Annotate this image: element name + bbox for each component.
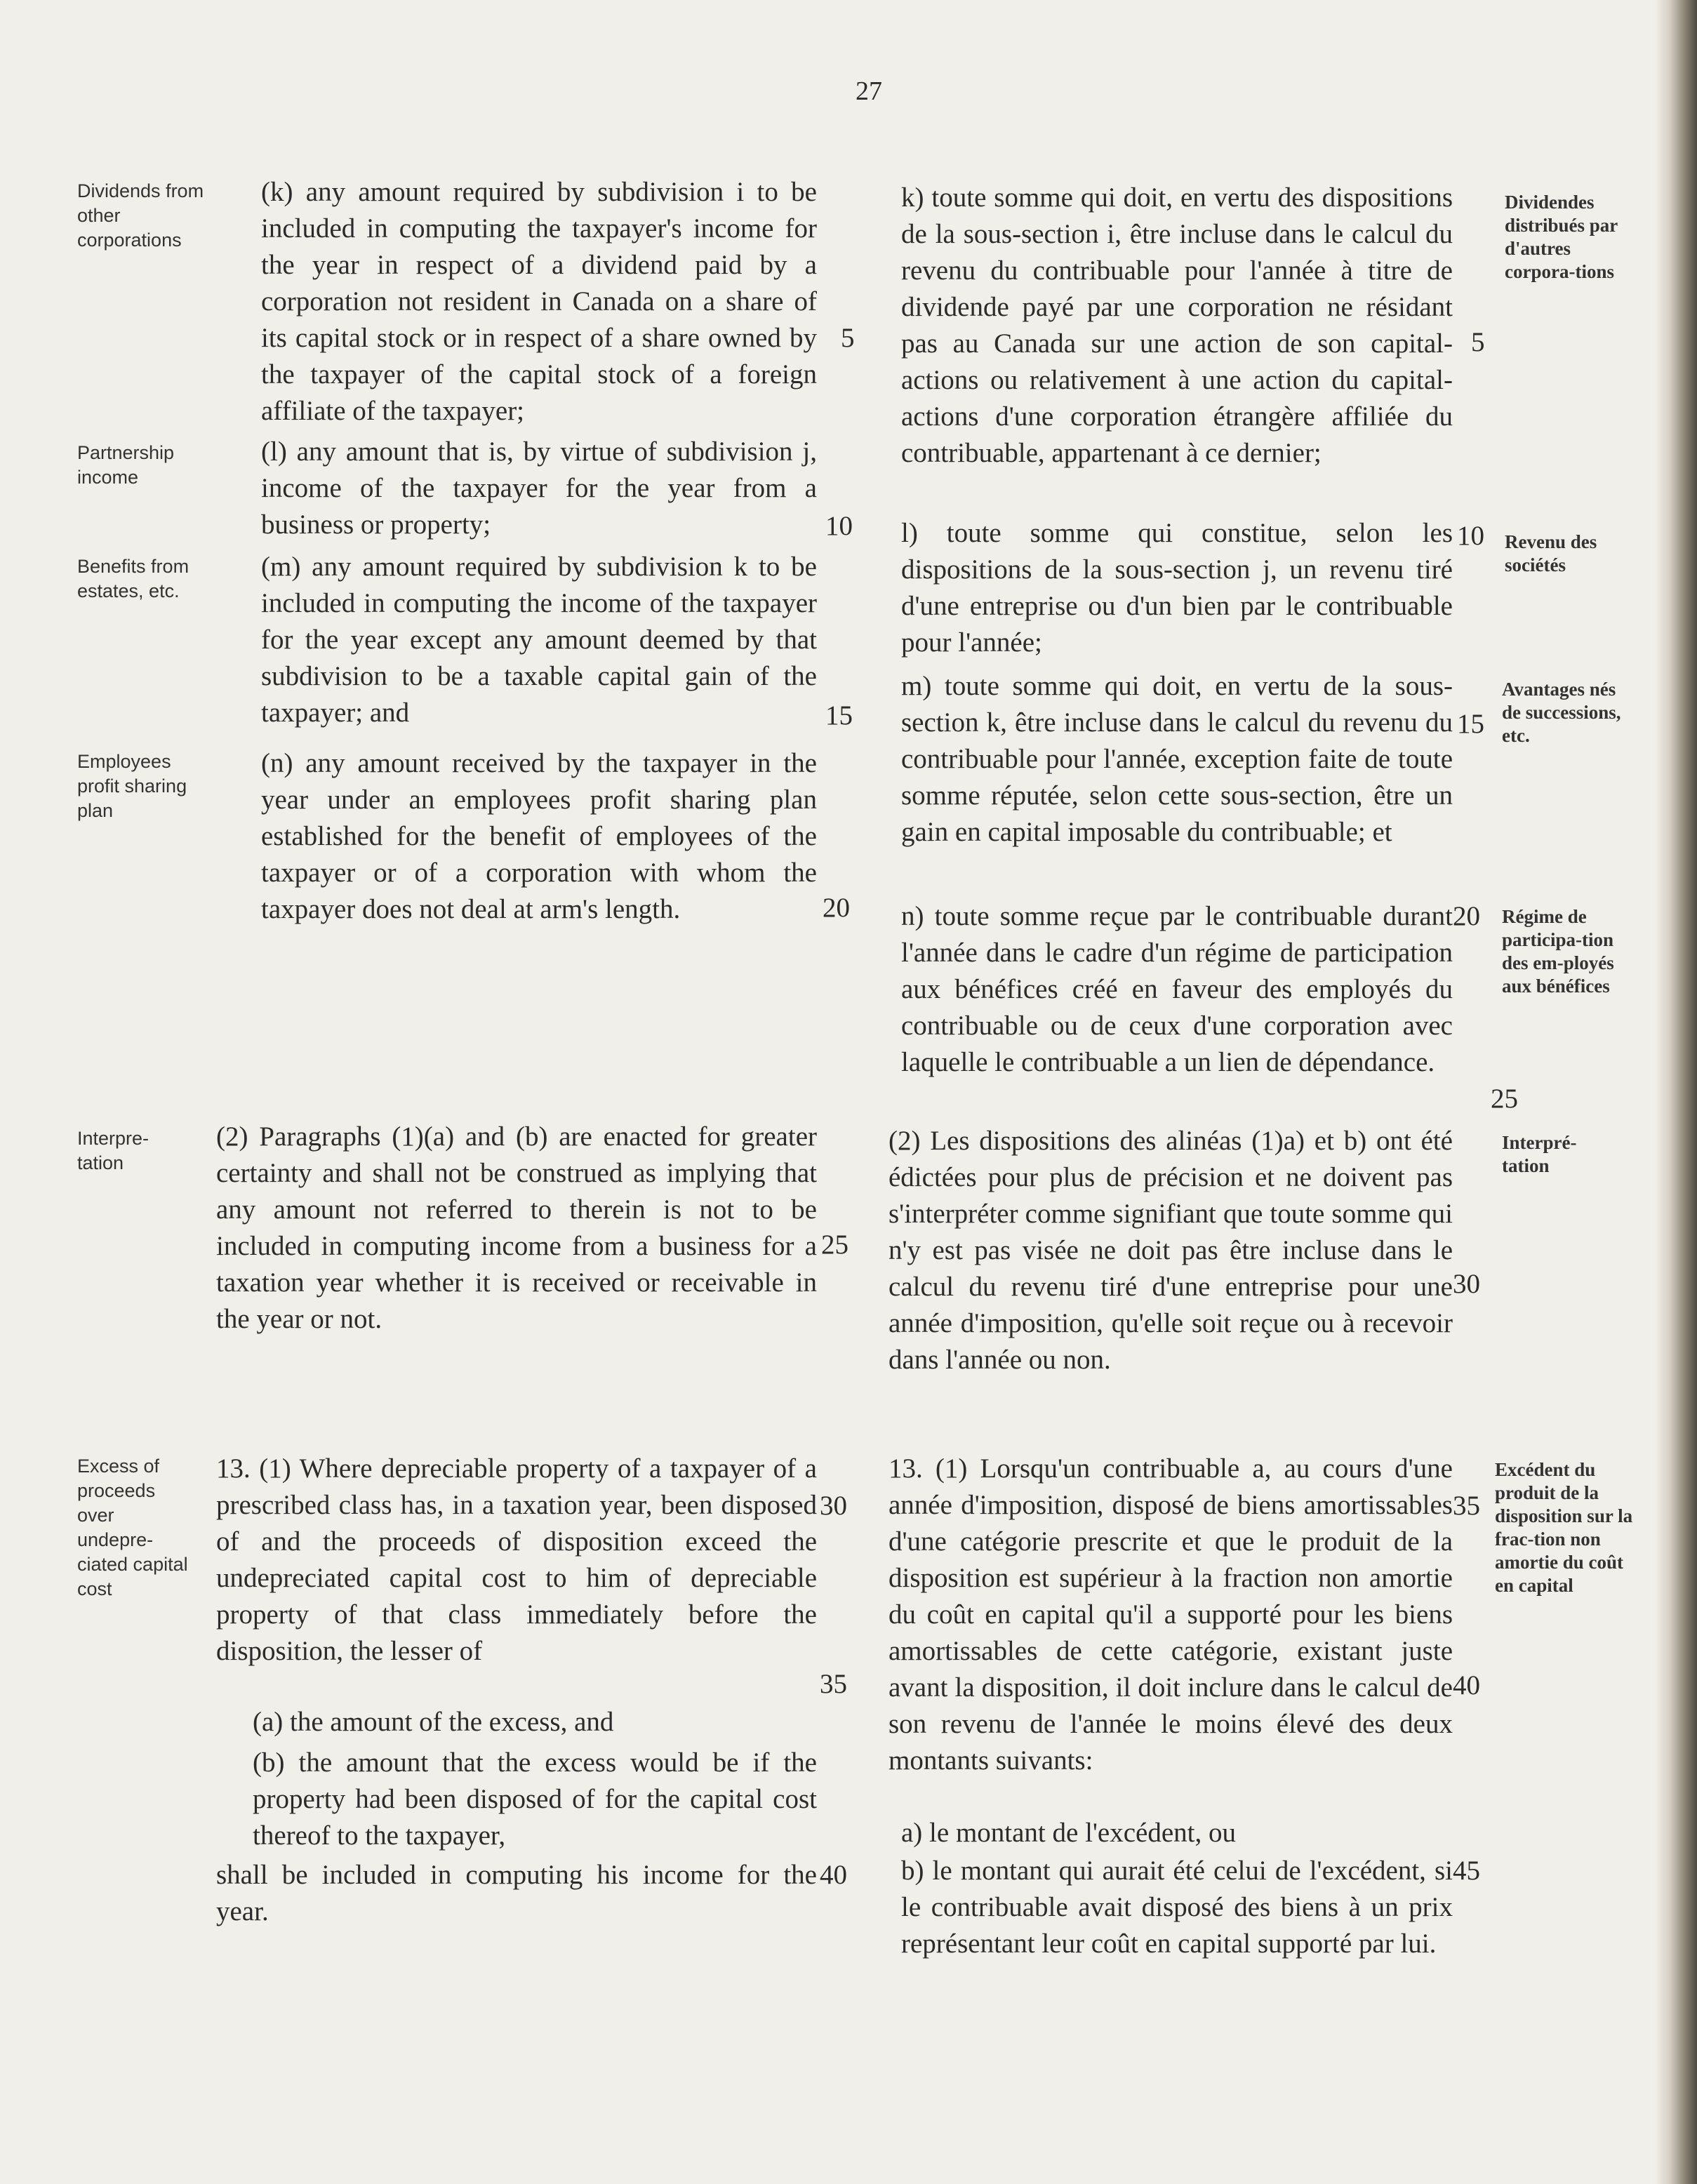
en-section-13-closing: shall be included in computing his income for the year. bbox=[216, 1860, 817, 1926]
en-line-number: 40 bbox=[820, 1860, 847, 1890]
fr-line-number: 45 bbox=[1453, 1856, 1480, 1886]
fr-subsection-2: (2) Les dispositions des alinéas (1)a) et b) ont été édictées pour plus de précision et ne doivent pas s'interpréter comme signifiant que toute somme qui n'y est pas visée ne doit pas être incluse dans le calcul du revenu tiré d'une entreprise pour une année d'imposition, qu'elle soit reçue ou à recevoir dans l'année ou non. bbox=[889, 1126, 1453, 1375]
en-line-number: 10 bbox=[825, 511, 853, 541]
fr-line-number: 20 bbox=[1453, 901, 1480, 931]
fr-line-number: 40 bbox=[1453, 1670, 1480, 1700]
en-line-number: 30 bbox=[820, 1491, 847, 1521]
fr-paragraph-l: l) toute somme qui constitue, selon les dispositions de la sous-section j, un revenu tiré d'une entreprise ou d'un bien par le contribuable pour l'année; bbox=[901, 518, 1453, 658]
fr-line-number: 25 bbox=[1491, 1084, 1518, 1114]
margin-note-regime: Régime de participa-tion des em-ployés aux bénéfices bbox=[1502, 906, 1614, 997]
margin-note-employees: Employees profit sharing plan bbox=[77, 751, 187, 821]
en-section-13-a: (a) the amount of the excess, and bbox=[253, 1707, 614, 1737]
en-paragraph-l: (l) any amount that is, by virtue of subdivision j, income of the taxpayer for the year from a business or property; bbox=[261, 437, 817, 540]
fr-line-number: 10 bbox=[1457, 521, 1484, 551]
en-line-number: 15 bbox=[825, 700, 853, 731]
margin-note-dividends: Dividends from other corporations bbox=[77, 180, 204, 251]
en-paragraph-m: (m) any amount required by subdivision k to be included in computing the income of the taxpayer for the year except any amount deemed by that subdivision to be a taxable capital gain of the taxpayer; and bbox=[261, 552, 817, 728]
en-line-number: 5 bbox=[841, 323, 855, 353]
en-section-13: 13. (1) Where depreciable property of a taxpayer of a prescribed class has, in a taxation year, been disposed of and the proceeds of disposition exceed the undepreciated capital cost to him of depreciable property of that class immediately before the disposition, the lesser of bbox=[216, 1453, 817, 1666]
margin-note-interpretation-fr: Interpré-tation bbox=[1502, 1132, 1577, 1176]
en-line-number: 20 bbox=[823, 893, 850, 923]
margin-note-excess: Excess of proceeds over undepre-ciated capital cost bbox=[77, 1456, 188, 1599]
margin-note-benefits: Benefits from estates, etc. bbox=[77, 556, 189, 601]
fr-section-13-a: a) le montant de l'excédent, ou bbox=[901, 1818, 1237, 1848]
fr-line-number: 30 bbox=[1453, 1269, 1480, 1299]
margin-note-excedent: Excédent du produit de la disposition sur la frac-tion non amortie du coût en capital bbox=[1495, 1459, 1633, 1596]
fr-paragraph-k: k) toute somme qui doit, en vertu des dispositions de la sous-section i, être incluse dans le calcul du revenu du contribuable pour l'année à titre de dividende payé par une corporation ne résidant pas au Canada sur une action de son capital-actions ou relativement à une action du capital-actions d'une corporation étrangère affiliée du contribuable, appartenant à ce dernier; bbox=[901, 182, 1453, 468]
fr-paragraph-n: n) toute somme reçue par le contribuable durant l'année dans le cadre d'un régime de participation aux bénéfices créé en faveur des employés du contribuable ou de ceux d'une corporation avec laquelle le contribuable a un lien de dépendance. bbox=[901, 901, 1453, 1077]
margin-note-avantages: Avantages nés de successions, etc. bbox=[1502, 679, 1621, 746]
margin-note-partnership: Partnership income bbox=[77, 442, 175, 488]
en-section-13-b: (b) the amount that the excess would be if the property had been disposed of for the capital cost thereof to the taxpayer, bbox=[253, 1747, 817, 1851]
en-line-number: 35 bbox=[820, 1669, 847, 1699]
book-spine-shadow bbox=[1655, 0, 1697, 2184]
en-subsection-2: (2) Paragraphs (1)(a) and (b) are enacted for greater certainty and shall not be construed as implying that any amount not referred to therein is not to be included in computing income from a business for a taxation year whether it is received or receivable in the year or not. bbox=[216, 1121, 817, 1334]
en-paragraph-n: (n) any amount received by the taxpayer in the year under an employees profit sharing plan established for the benefit of employees of the taxpayer or of a corporation with whom the taxpayer does not deal at arm's length. bbox=[261, 748, 817, 924]
fr-line-number: 35 bbox=[1453, 1491, 1480, 1521]
fr-paragraph-m: m) toute somme qui doit, en vertu de la sous-section k, être incluse dans le calcul du revenu du contribuable pour l'année, exception faite de toute somme réputée, selon cette sous-section, être un gain en capital imposable du contribuable; et bbox=[901, 671, 1453, 847]
margin-note-dividendes: Dividendes distribués par d'autres corpora-tions bbox=[1505, 192, 1618, 282]
page-number: 27 bbox=[856, 76, 882, 106]
margin-note-interpretation: Interpre-tation bbox=[77, 1128, 149, 1173]
en-paragraph-k: (k) any amount required by subdivision i to be included in computing the taxpayer's income for the year in respect of a dividend paid by a corporation not resident in Canada on a share of its capital stock or in respect of a share owned by the taxpayer of the capital stock of a foreign affiliate of the taxpayer; bbox=[261, 177, 817, 426]
fr-line-number: 5 bbox=[1471, 327, 1485, 357]
en-line-number: 25 bbox=[821, 1230, 848, 1260]
fr-section-13-b: b) le montant qui aurait été celui de l'excédent, si le contribuable avait disposé des biens à un prix représentant leur coût en capital supporté par lui. bbox=[901, 1856, 1453, 1959]
fr-line-number: 15 bbox=[1457, 709, 1484, 739]
margin-note-revenu: Revenu des sociétés bbox=[1505, 531, 1597, 575]
fr-section-13: 13. (1) Lorsqu'un contribuable a, au cours d'une année d'imposition, disposé de biens amortissables d'une catégorie prescrite et que le produit de la disposition est supérieur à la fraction non amortie du coût en capital qu'il a supporté pour les biens amortissables de cette catégorie, existant juste avant la disposition, il doit inclure dans le calcul de son revenu de l'année le moins élevé des deux montants suivants: bbox=[889, 1453, 1453, 1776]
